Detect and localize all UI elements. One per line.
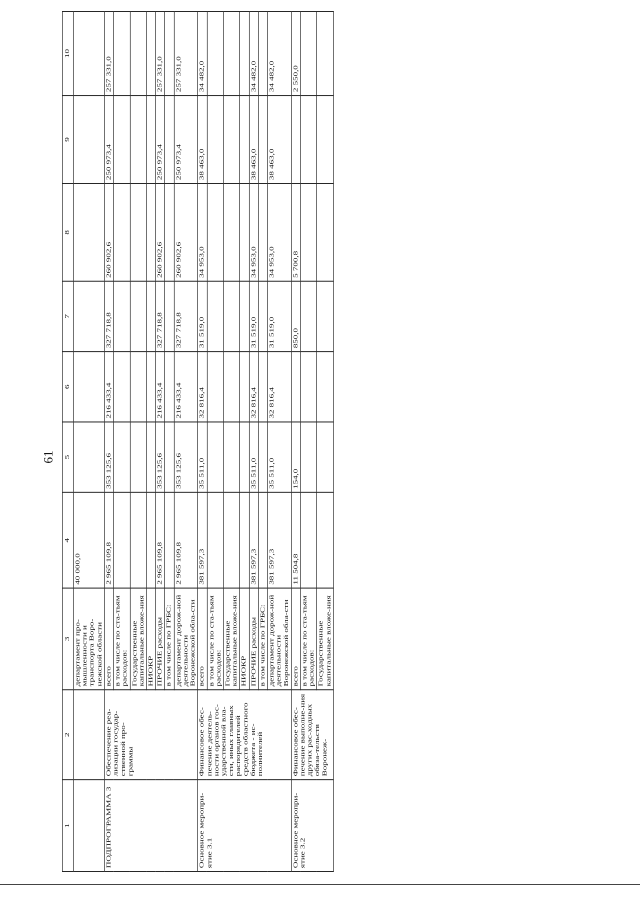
value-cell: 2 965 109,8 — [174, 492, 198, 588]
value-cell — [291, 352, 300, 422]
value-cell — [165, 12, 174, 96]
value-cell — [146, 184, 155, 282]
source-cell: ПРОЧИЕ расходы — [249, 588, 258, 690]
value-cell — [113, 281, 129, 351]
source-cell: Государственные капитальные вложе-ния — [130, 588, 146, 690]
value-cell: 34 953,0 — [198, 184, 207, 282]
value-cell — [240, 352, 249, 422]
value-cell: 327 718,8 — [174, 281, 198, 351]
value-cell: 34 953,0 — [267, 184, 291, 282]
value-cell — [113, 12, 129, 96]
value-cell — [258, 422, 267, 492]
column-header: 10 — [62, 12, 73, 96]
source-cell: департамент про-мышленности и транспорта Воро-нежской области — [73, 588, 104, 690]
value-cell — [300, 96, 316, 184]
value-cell: 35 511,0 — [198, 422, 207, 492]
bottom-rule — [0, 884, 640, 885]
value-cell: 32 816,4 — [249, 352, 258, 422]
value-cell — [223, 184, 239, 282]
value-cell — [207, 492, 223, 588]
budget-table-rotated — [62, 12, 334, 872]
value-cell — [146, 492, 155, 588]
value-cell — [130, 184, 146, 282]
value-cell: 31 519,0 — [267, 281, 291, 351]
source-cell: департамент дорож-ной деятельности Воронежской обла-сти — [174, 588, 198, 690]
value-cell — [258, 281, 267, 351]
value-cell — [130, 281, 146, 351]
name-cell: Финансовое обес-печение выполне-ния других рас-ходных обяза-тельств Воронеж- — [291, 690, 333, 780]
value-cell: 353 125,6 — [156, 422, 165, 492]
value-cell — [113, 352, 129, 422]
value-cell — [223, 352, 239, 422]
source-cell: в том числе по ста-тьям расходов: — [300, 588, 316, 690]
value-cell: 216 433,4 — [104, 352, 113, 422]
value-cell — [223, 492, 239, 588]
value-cell — [240, 281, 249, 351]
value-cell — [240, 422, 249, 492]
header-row — [62, 12, 73, 872]
value-cell — [300, 352, 316, 422]
program-cell: Основное меропри-ятие 3.1 — [198, 780, 291, 872]
source-cell: в том числе по ГРБС: — [258, 588, 267, 690]
value-cell — [258, 352, 267, 422]
value-cell — [223, 281, 239, 351]
column-header: 4 — [62, 492, 73, 588]
budget-table — [62, 11, 334, 872]
value-cell — [73, 96, 104, 184]
value-cell: 381 597,3 — [198, 492, 207, 588]
value-cell — [113, 96, 129, 184]
value-cell: 35 511,0 — [249, 422, 258, 492]
value-cell: 2 965 109,8 — [156, 492, 165, 588]
table-row — [291, 12, 300, 872]
program-cell: Основное меропри-ятие 3.2 — [291, 780, 333, 872]
value-cell — [165, 492, 174, 588]
value-cell: 250 973,4 — [156, 96, 165, 184]
value-cell: 257 331,0 — [156, 12, 165, 96]
value-cell — [240, 12, 249, 96]
value-cell — [165, 96, 174, 184]
source-cell: НИОКР — [240, 588, 249, 690]
value-cell: 257 331,0 — [174, 12, 198, 96]
value-cell: 31 519,0 — [198, 281, 207, 351]
column-header: 8 — [62, 184, 73, 282]
value-cell — [240, 184, 249, 282]
value-cell — [207, 422, 223, 492]
source-cell: всего — [291, 588, 300, 690]
value-cell: 850,0 — [291, 281, 300, 351]
value-cell — [317, 184, 333, 282]
value-cell — [258, 96, 267, 184]
value-cell: 32 816,4 — [267, 352, 291, 422]
value-cell — [207, 96, 223, 184]
value-cell — [73, 352, 104, 422]
value-cell — [73, 422, 104, 492]
value-cell — [300, 492, 316, 588]
value-cell: 34 482,0 — [198, 12, 207, 96]
source-cell: в том числе по ста-тьям расходов: — [113, 588, 129, 690]
value-cell: 216 433,4 — [156, 352, 165, 422]
value-cell: 2 550,0 — [291, 12, 300, 96]
value-cell: 353 125,6 — [174, 422, 198, 492]
value-cell: 40 000,0 — [73, 492, 104, 588]
value-cell — [146, 96, 155, 184]
program-cell: ПОДПРОГРАММА 3 — [104, 780, 197, 872]
column-header: 3 — [62, 588, 73, 690]
column-header: 6 — [62, 352, 73, 422]
value-cell — [146, 281, 155, 351]
source-cell: в том числе по ГРБС: — [165, 588, 174, 690]
value-cell — [165, 422, 174, 492]
value-cell — [317, 96, 333, 184]
value-cell — [130, 422, 146, 492]
value-cell: 250 973,4 — [174, 96, 198, 184]
value-cell — [223, 12, 239, 96]
source-cell: в том числе по ста-тьям расходов: — [207, 588, 223, 690]
value-cell: 11 504,8 — [291, 492, 300, 588]
source-cell: всего — [104, 588, 113, 690]
value-cell — [258, 12, 267, 96]
column-header: 7 — [62, 281, 73, 351]
value-cell — [130, 96, 146, 184]
value-cell — [146, 352, 155, 422]
value-cell: 154,0 — [291, 422, 300, 492]
value-cell: 38 463,0 — [267, 96, 291, 184]
value-cell — [146, 422, 155, 492]
value-cell: 31 519,0 — [249, 281, 258, 351]
value-cell — [223, 96, 239, 184]
value-cell: 38 463,0 — [249, 96, 258, 184]
value-cell: 260 902,6 — [104, 184, 113, 282]
value-cell: 38 463,0 — [198, 96, 207, 184]
program-cell — [73, 780, 104, 872]
value-cell: 327 718,8 — [156, 281, 165, 351]
value-cell — [130, 12, 146, 96]
value-cell: 2 965 109,8 — [104, 492, 113, 588]
name-cell: Финансовое обес-печение деятель-ности органов гос-ударственной вла-сти, иных главных распорядителей средств областного бюджета - ис-полнителей — [198, 690, 291, 780]
column-header: 1 — [62, 780, 73, 872]
value-cell: 381 597,3 — [249, 492, 258, 588]
column-header: 9 — [62, 96, 73, 184]
value-cell: 250 973,4 — [104, 96, 113, 184]
value-cell: 35 511,0 — [267, 422, 291, 492]
value-cell — [113, 422, 129, 492]
value-cell — [113, 492, 129, 588]
value-cell: 260 902,6 — [156, 184, 165, 282]
value-cell: 353 125,6 — [104, 422, 113, 492]
value-cell — [258, 184, 267, 282]
source-cell: Государственные капитальные вложе-ния — [223, 588, 239, 690]
value-cell — [73, 12, 104, 96]
value-cell: 381 597,3 — [267, 492, 291, 588]
value-cell — [165, 352, 174, 422]
source-cell: ПРОЧИЕ расходы — [156, 588, 165, 690]
value-cell — [317, 352, 333, 422]
value-cell — [300, 12, 316, 96]
value-cell: 34 482,0 — [267, 12, 291, 96]
value-cell — [207, 184, 223, 282]
value-cell — [207, 352, 223, 422]
value-cell — [317, 281, 333, 351]
value-cell — [300, 422, 316, 492]
value-cell: 327 718,8 — [104, 281, 113, 351]
source-cell: всего — [198, 588, 207, 690]
value-cell — [258, 492, 267, 588]
value-cell — [240, 96, 249, 184]
table-row — [198, 12, 207, 872]
value-cell — [165, 281, 174, 351]
value-cell — [130, 352, 146, 422]
value-cell — [317, 422, 333, 492]
value-cell — [130, 492, 146, 588]
value-cell — [146, 12, 155, 96]
value-cell — [207, 281, 223, 351]
value-cell — [113, 184, 129, 282]
page-number: 61 — [40, 450, 56, 464]
value-cell: 257 331,0 — [104, 12, 113, 96]
value-cell — [300, 184, 316, 282]
value-cell — [317, 492, 333, 588]
table-row — [73, 12, 104, 872]
value-cell — [223, 422, 239, 492]
value-cell: 34 953,0 — [249, 184, 258, 282]
value-cell — [207, 12, 223, 96]
column-header: 2 — [62, 690, 73, 780]
name-cell: Обеспечение реа-лизации государ-ственной про-граммы — [104, 690, 197, 780]
value-cell: 260 902,6 — [174, 184, 198, 282]
value-cell: 32 816,4 — [198, 352, 207, 422]
value-cell: 34 482,0 — [249, 12, 258, 96]
value-cell — [240, 492, 249, 588]
value-cell — [165, 184, 174, 282]
source-cell: НИОКР — [146, 588, 155, 690]
value-cell — [291, 96, 300, 184]
value-cell: 5 700,8 — [291, 184, 300, 282]
value-cell — [317, 12, 333, 96]
source-cell: Государственные капитальные вложе-ния — [317, 588, 333, 690]
value-cell — [300, 281, 316, 351]
source-cell: департамент дорож-ной деятельности Воронежской обла-сти — [267, 588, 291, 690]
table-row — [104, 12, 113, 872]
value-cell — [73, 281, 104, 351]
value-cell: 216 433,4 — [174, 352, 198, 422]
column-header: 5 — [62, 422, 73, 492]
value-cell — [73, 184, 104, 282]
name-cell — [73, 690, 104, 780]
